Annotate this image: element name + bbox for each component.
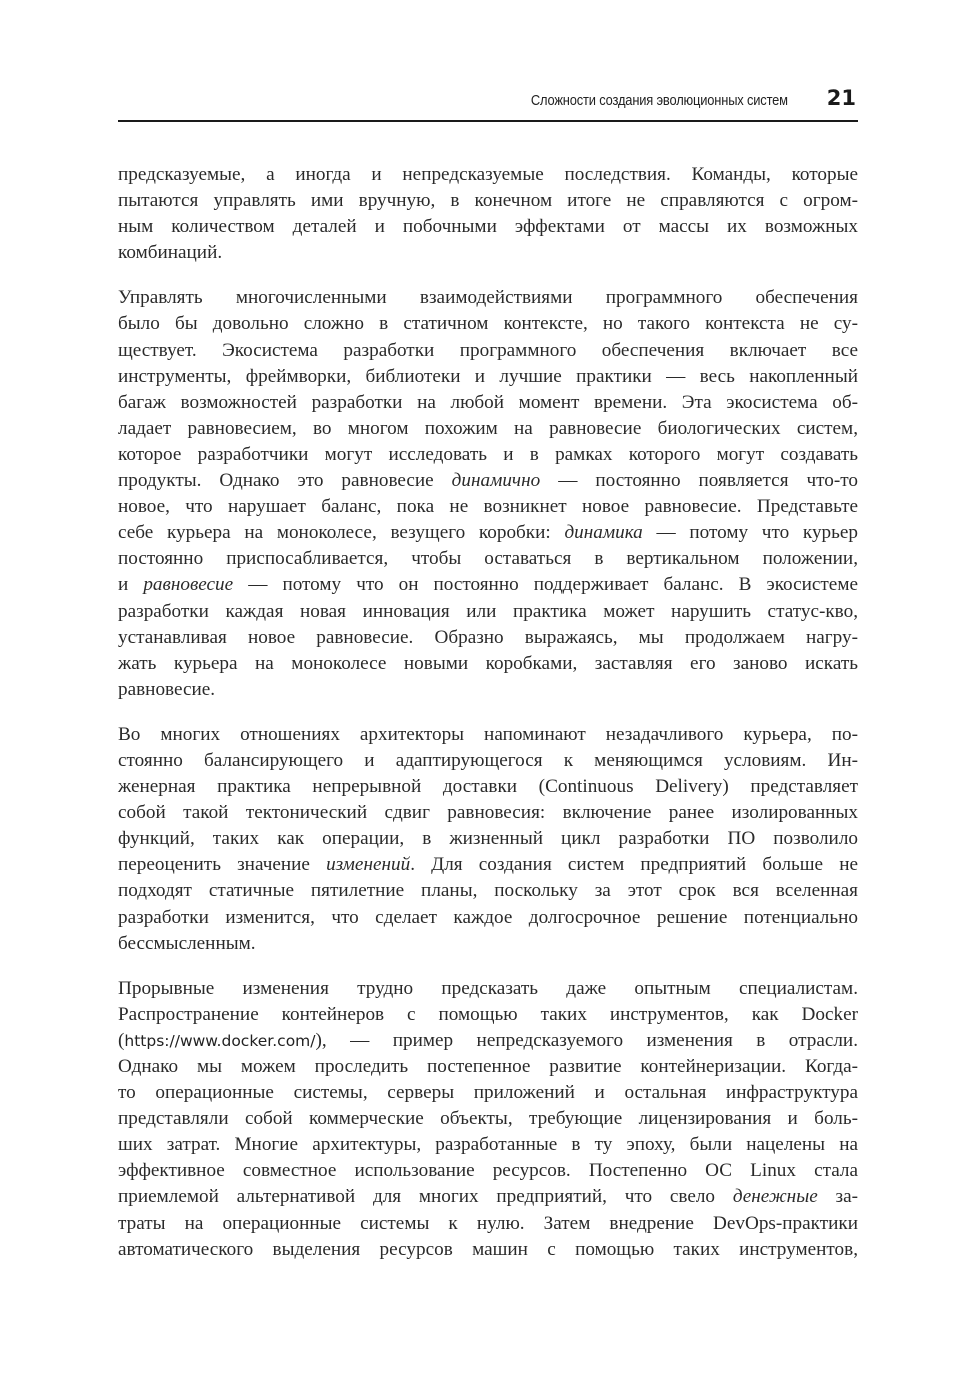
- text-line: [118, 162, 858, 188]
- text-run: жать курьера на моноколесе новыми коробками, заставляя его заново искать: [118, 652, 858, 674]
- text-run: — потому что он постоянно поддерживает баланс. В экосистеме: [233, 574, 858, 596]
- text-line: [118, 1158, 858, 1184]
- text-run: продукты. Однако это равновесие: [118, 470, 452, 492]
- text-line: [118, 214, 858, 240]
- text-line: [118, 364, 858, 390]
- emphasis: денежные: [732, 1186, 818, 1208]
- text-run: комбинаций.: [118, 242, 223, 264]
- paragraph: [118, 722, 858, 957]
- text-run: функций, таких как операции, в жизненный цикл разработки ПО позволило: [118, 828, 858, 850]
- text-run: (: [118, 1029, 125, 1051]
- text-line: [118, 1054, 858, 1080]
- text-line: [118, 1028, 858, 1054]
- text-line: [118, 826, 858, 852]
- body-text: [118, 162, 858, 1282]
- emphasis: изменений: [326, 854, 411, 876]
- paragraph: [118, 285, 858, 703]
- text-line: [118, 442, 858, 468]
- docker-link[interactable]: https://www.docker.com/: [124, 1031, 316, 1050]
- text-line: [118, 572, 858, 598]
- text-run: ших затрат. Многие архитектуры, разработанные в ту эпоху, были нацелены на: [118, 1134, 858, 1156]
- text-line: [118, 520, 858, 546]
- text-run: которое разработчики могут исследовать и в рамках которого могут создавать: [118, 443, 858, 465]
- text-line: [118, 416, 858, 442]
- text-line: [118, 599, 858, 625]
- text-run: ным количеством деталей и побочными эффектами от массы их возможных: [118, 216, 858, 238]
- text-line: [118, 651, 858, 677]
- text-run: представляли собой коммерческие объекты, требующие лицензирования и боль-: [118, 1108, 858, 1130]
- text-line: [118, 1211, 858, 1237]
- text-line: [118, 285, 858, 311]
- text-line: [118, 774, 858, 800]
- text-line: [118, 1237, 858, 1263]
- text-line: [118, 976, 858, 1002]
- running-header: [118, 86, 858, 122]
- text-line: [118, 188, 858, 214]
- text-run: разработки каждая новая инновация или практика может нарушить статус-кво,: [118, 600, 858, 622]
- text-run: новое, что нарушает баланс, пока не возникнет новое равновесие. Представьте: [118, 496, 858, 518]
- text-line: [118, 625, 858, 651]
- text-line: [118, 1002, 858, 1028]
- page-number: 21: [826, 86, 856, 110]
- text-run: бессмысленным.: [118, 932, 256, 954]
- text-run: Управлять многочисленными взаимодействиями программного обеспечения: [118, 287, 858, 309]
- text-run: пытаются управлять ими вручную, в конечном итоге не справляются с огром-: [118, 190, 858, 212]
- text-line: [118, 748, 858, 774]
- text-run: . Для создания систем предприятий больше не: [410, 854, 858, 876]
- text-line: [118, 905, 858, 931]
- text-line: [118, 240, 858, 266]
- text-run: себе курьера на моноколесе, везущего коробки:: [118, 522, 565, 544]
- text-run: Прорывные изменения трудно предсказать даже опытным специалистам.: [118, 977, 858, 999]
- text-line: [118, 390, 858, 416]
- text-run: равновесие.: [118, 678, 216, 700]
- text-line: [118, 1106, 858, 1132]
- text-run: Однако мы можем проследить постепенное развитие контейнеризации. Когда-: [118, 1056, 858, 1077]
- emphasis: динамично: [451, 470, 541, 492]
- text-run: предсказуемые, а иногда и непредсказуемые последствия. Команды, которые: [118, 164, 858, 185]
- text-line: [118, 338, 858, 364]
- text-run: приемлемой альтернативой для многих предприятий, что свело: [118, 1186, 733, 1208]
- text-line: [118, 852, 858, 878]
- text-line: [118, 722, 858, 748]
- text-line: [118, 931, 858, 957]
- paragraph: [118, 162, 858, 266]
- text-run: собой такой тектонический сдвиг равновесия: включение ранее изолированных: [118, 802, 858, 824]
- text-run: переоценить значение: [118, 854, 327, 876]
- text-line: [118, 311, 858, 337]
- text-run: было бы довольно сложно в статичном контексте, но такого контекста не су-: [118, 313, 858, 335]
- emphasis: равновесие: [143, 574, 234, 596]
- text-run: постоянно приспосабливается, чтобы оставаться в вертикальном положении,: [118, 548, 858, 570]
- text-line: [118, 1080, 858, 1106]
- text-run: женерная практика непрерывной доставки (Continuous Delivery) представляет: [118, 776, 858, 798]
- text-run: за-: [817, 1186, 858, 1208]
- text-run: эффективное совместное использование ресурсов. Постепенно ОС Linux стала: [118, 1160, 858, 1182]
- text-line: [118, 878, 858, 904]
- text-run: ), — пример непредсказуемого изменения в отрасли.: [315, 1029, 858, 1051]
- text-run: Во многих отношениях архитекторы напоминают незадачливого курьера, по-: [118, 723, 858, 745]
- text-run: разработки изменится, что сделает каждое долгосрочное решение потенциально: [118, 906, 858, 928]
- text-run: ладает равновесием, во многом похожим на равновесие биологических систем,: [118, 417, 858, 439]
- text-run: инструменты, фреймворки, библиотеки и лучшие практики — весь накопленный: [118, 365, 858, 387]
- text-line: [118, 800, 858, 826]
- text-run: устанавливая новое равновесие. Образно выражаясь, мы продолжаем нагру-: [118, 626, 858, 648]
- text-run: и: [118, 574, 144, 596]
- emphasis: динамика: [564, 522, 643, 544]
- text-line: [118, 1184, 858, 1210]
- text-line: [118, 1132, 858, 1158]
- text-run: подходят статичные пятилетние планы, поскольку за этот срок вся вселенная: [118, 880, 858, 902]
- text-run: стоянно балансирующего и адаптирующегося к меняющимся условиям. Ин-: [118, 749, 858, 771]
- running-title: Сложности создания эволюционных систем: [530, 92, 788, 109]
- text-run: автоматического выделения ресурсов машин с помощью таких инструментов,: [118, 1238, 858, 1260]
- text-line: [118, 677, 858, 703]
- text-line: [118, 546, 858, 572]
- text-line: [118, 494, 858, 520]
- text-run: то операционные системы, серверы приложений и остальная инфраструктура: [118, 1082, 858, 1104]
- text-run: ществует. Экосистема разработки программного обеспечения включает все: [118, 339, 858, 361]
- text-run: багаж возможностей разработки на любой момент времени. Эта экосистема об-: [118, 391, 858, 413]
- paragraph: [118, 976, 858, 1263]
- text-run: траты на операционные системы к нулю. Затем внедрение DevOps-практики: [118, 1212, 858, 1234]
- text-run: Распространение контейнеров с помощью таких инструментов, как Docker: [118, 1003, 858, 1025]
- text-run: — постоянно появляется что-то: [540, 470, 858, 492]
- text-run: — потому что курьер: [642, 522, 858, 544]
- text-line: [118, 468, 858, 494]
